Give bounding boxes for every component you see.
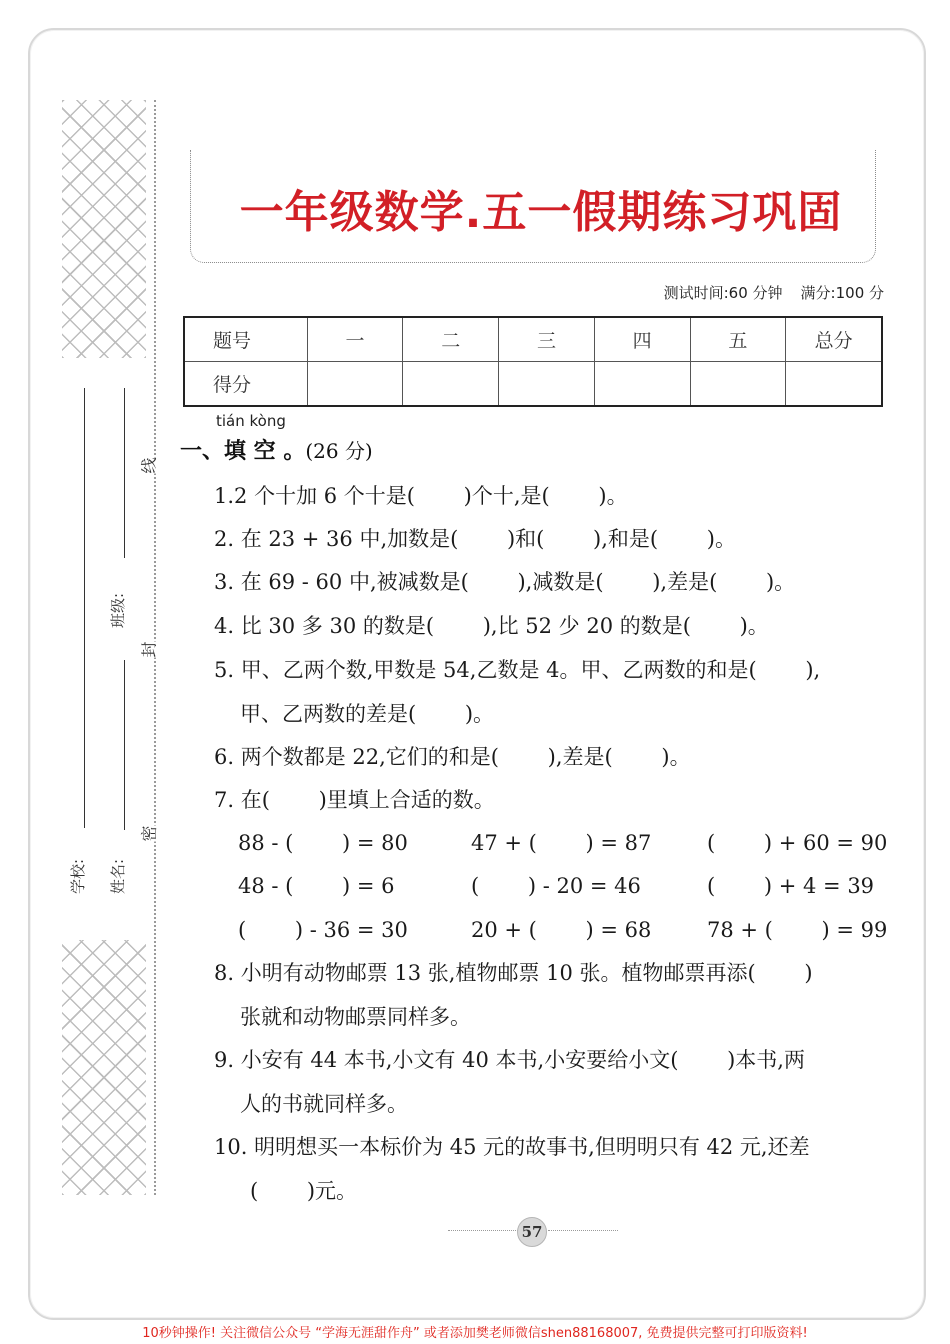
question-1: 1.2 个十加 6 个十是( )个十,是( )。 <box>214 484 628 508</box>
test-meta <box>664 282 884 303</box>
col-5: 五 <box>690 317 786 362</box>
question-8-line-1: 8. 小明有动物邮票 13 张,植物邮票 10 张。植物邮票再添( ) <box>214 961 813 985</box>
question-5-line-1: 5. 甲、乙两个数,甲数是 54,乙数是 4。甲、乙两数的和是( ), <box>214 658 821 682</box>
col-4: 四 <box>594 317 690 362</box>
question-3: 3. 在 69 - 60 中,被减数是( ),减数是( ),差是( )。 <box>214 570 796 594</box>
page-number-rule-left <box>448 1230 518 1231</box>
section-score: (26 分) <box>305 439 373 463</box>
equation-2-3: ( ) + 4 = 39 <box>707 874 875 898</box>
hatch-pattern-bottom <box>62 940 146 1195</box>
name-label: 姓名: <box>109 858 128 895</box>
score-table <box>183 316 883 407</box>
score-cell-2[interactable] <box>403 362 499 407</box>
equation-1-1: 88 - ( ) = 80 <box>238 831 408 855</box>
col-1: 一 <box>307 317 403 362</box>
col-2: 二 <box>403 317 499 362</box>
binding-mark-xian: 线 <box>135 457 162 473</box>
question-8-line-2: 张就和动物邮票同样多。 <box>240 1005 471 1029</box>
question-9-line-2: 人的书就同样多。 <box>240 1092 408 1116</box>
col-total: 总分 <box>786 317 882 362</box>
question-6: 6. 两个数都是 22,它们的和是( ),差是( )。 <box>214 745 691 769</box>
score-table-score-row <box>184 362 882 407</box>
score-cell-3[interactable] <box>499 362 595 407</box>
equation-2-1: 48 - ( ) = 6 <box>238 874 395 898</box>
footer-note: 10秒钟操作! 关注微信公众号 “学海无涯甜作舟” 或者添加樊老师微信shen88168007, 免费提供完整可打印版资料! <box>142 1326 808 1341</box>
section-heading <box>180 434 373 465</box>
question-4: 4. 比 30 多 30 的数是( ),比 52 少 20 的数是( )。 <box>214 614 769 638</box>
question-10-line-2: ( )元。 <box>250 1179 358 1203</box>
equation-2-2: ( ) - 20 = 46 <box>471 874 641 898</box>
test-time: 测试时间:60 分钟 <box>663 284 783 302</box>
equation-3-2: 20 + ( ) = 68 <box>471 918 652 942</box>
row-header-question: 题号 <box>184 317 307 362</box>
title-banner <box>190 150 876 263</box>
col-3: 三 <box>499 317 595 362</box>
score-cell-5[interactable] <box>690 362 786 407</box>
score-cell-1[interactable] <box>307 362 403 407</box>
row-header-score: 得分 <box>184 362 307 407</box>
page-number: 57 <box>517 1217 547 1247</box>
section-pinyin: tián kòng <box>216 412 286 430</box>
equation-3-1: ( ) - 36 = 30 <box>238 918 408 942</box>
class-field-line <box>124 388 125 558</box>
question-7: 7. 在( )里填上合适的数。 <box>214 788 495 812</box>
class-label: 班级: <box>109 592 128 629</box>
worksheet-title: 一年级数学.五一假期练习巩固 <box>239 187 843 238</box>
school-label: 学校: <box>69 858 88 895</box>
score-cell-total[interactable] <box>786 362 882 407</box>
question-10-line-1: 10. 明明想买一本标价为 45 元的故事书,但明明只有 42 元,还差 <box>214 1135 810 1159</box>
full-score: 满分:100 分 <box>800 284 884 302</box>
score-cell-4[interactable] <box>594 362 690 407</box>
hatch-pattern-top <box>62 100 146 358</box>
question-9-line-1: 9. 小安有 44 本书,小文有 40 本书,小安要给小文( )本书,两 <box>214 1048 805 1072</box>
page-number-rule-right <box>548 1230 618 1231</box>
equation-3-3: 78 + ( ) = 99 <box>707 918 888 942</box>
equation-1-3: ( ) + 60 = 90 <box>707 831 888 855</box>
question-5-line-2: 甲、乙两数的差是( )。 <box>240 702 495 726</box>
name-field-line <box>124 660 125 830</box>
question-2: 2. 在 23 + 36 中,加数是( )和( ),和是( )。 <box>214 527 736 551</box>
binding-mark-feng: 封 <box>135 641 162 657</box>
score-table-header-row <box>184 317 882 362</box>
equation-1-2: 47 + ( ) = 87 <box>471 831 652 855</box>
school-field-line <box>84 388 85 828</box>
binding-mark-mi: 密 <box>135 825 162 841</box>
section-title: 一、填 空 。 <box>180 439 306 464</box>
